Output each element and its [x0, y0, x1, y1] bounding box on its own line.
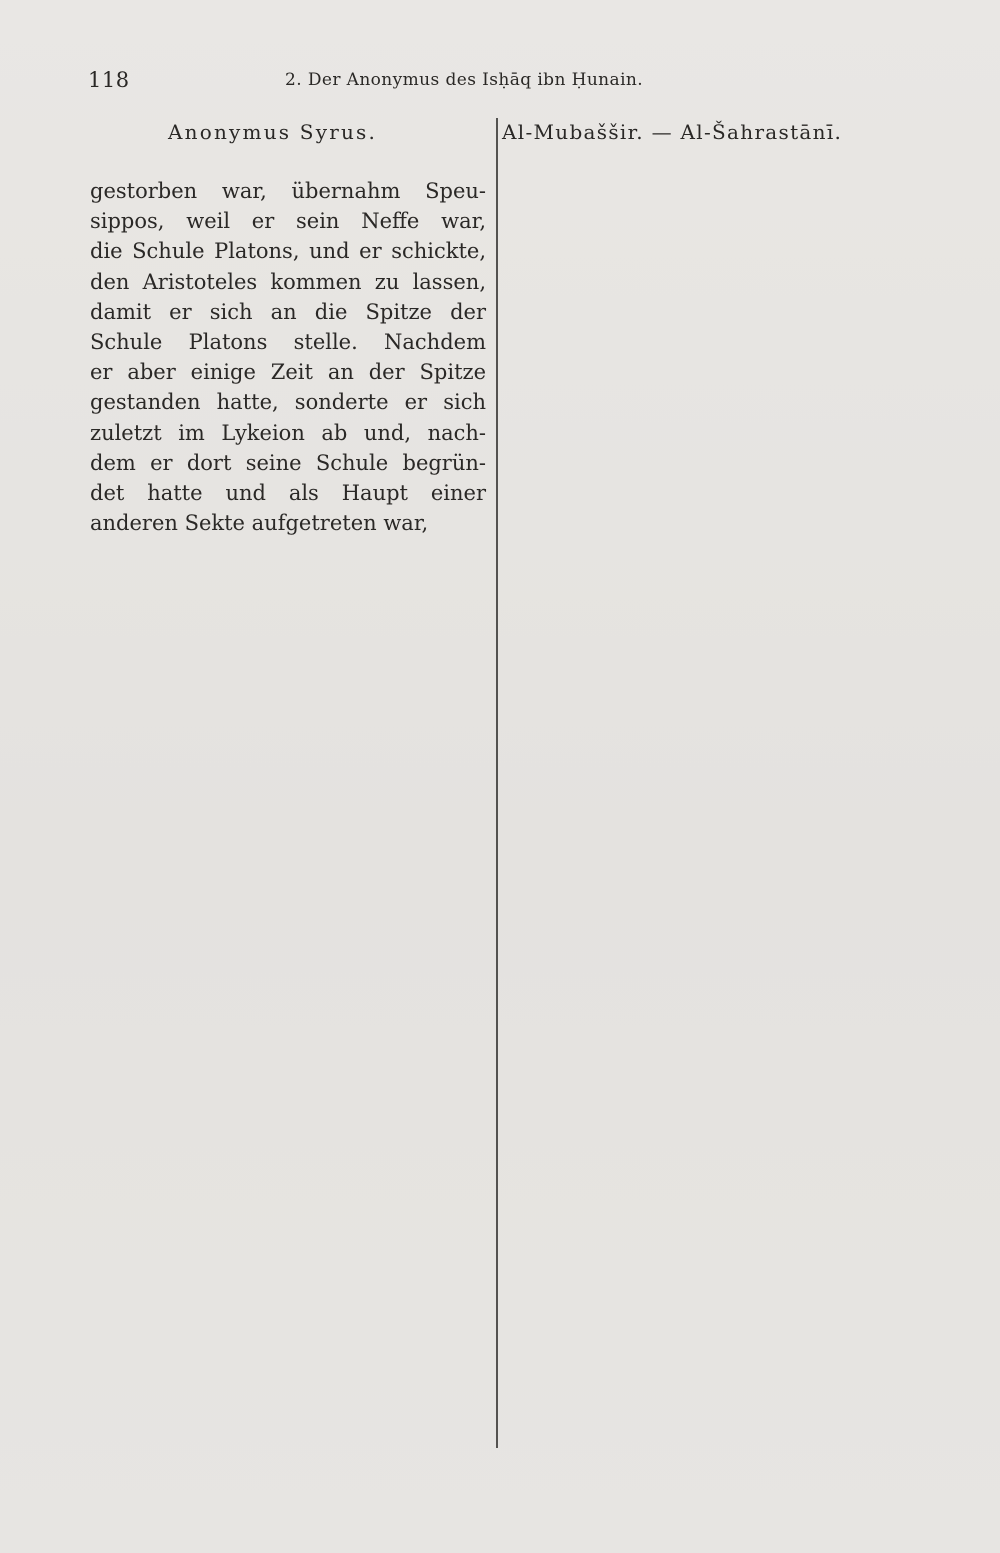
- page-number: 118: [88, 68, 130, 92]
- text-line: gestanden hatte, sonderte er sich: [90, 390, 486, 415]
- text-line: er aber einige Zeit an der Spitze: [90, 360, 486, 385]
- bleed-through-text: [520, 430, 526, 452]
- left-column-heading: Anonymus Syrus.: [168, 120, 378, 144]
- text-line: det hatte und als Haupt einer: [90, 480, 486, 505]
- text-line: sippos, weil er sein Neffe war,: [90, 209, 486, 234]
- text-line: anderen Sekte aufgetreten war,: [90, 511, 429, 536]
- left-column-text: [90, 176, 486, 538]
- text-line: die Schule Platons, und er schickte,: [90, 239, 486, 264]
- page-header: [88, 68, 908, 98]
- text-line: Schule Platons stelle. Nachdem: [90, 329, 486, 354]
- running-head: 2. Der Anonymus des Isḥāq ibn Ḥunain.: [285, 70, 644, 90]
- text-line: gestorben war, übernahm Speu-: [90, 179, 486, 203]
- text-line: den Aristoteles kommen zu lassen,: [90, 269, 486, 294]
- text-line: damit er sich an die Spitze der: [90, 299, 486, 324]
- text-line: dem er dort seine Schule begrün-: [90, 450, 486, 475]
- text-line: zuletzt im Lykeion ab und, nach-: [90, 420, 486, 445]
- right-column-heading: Al-Mubaššir. — Al-Šahrastānī.: [502, 120, 843, 144]
- column-divider: [496, 118, 498, 1448]
